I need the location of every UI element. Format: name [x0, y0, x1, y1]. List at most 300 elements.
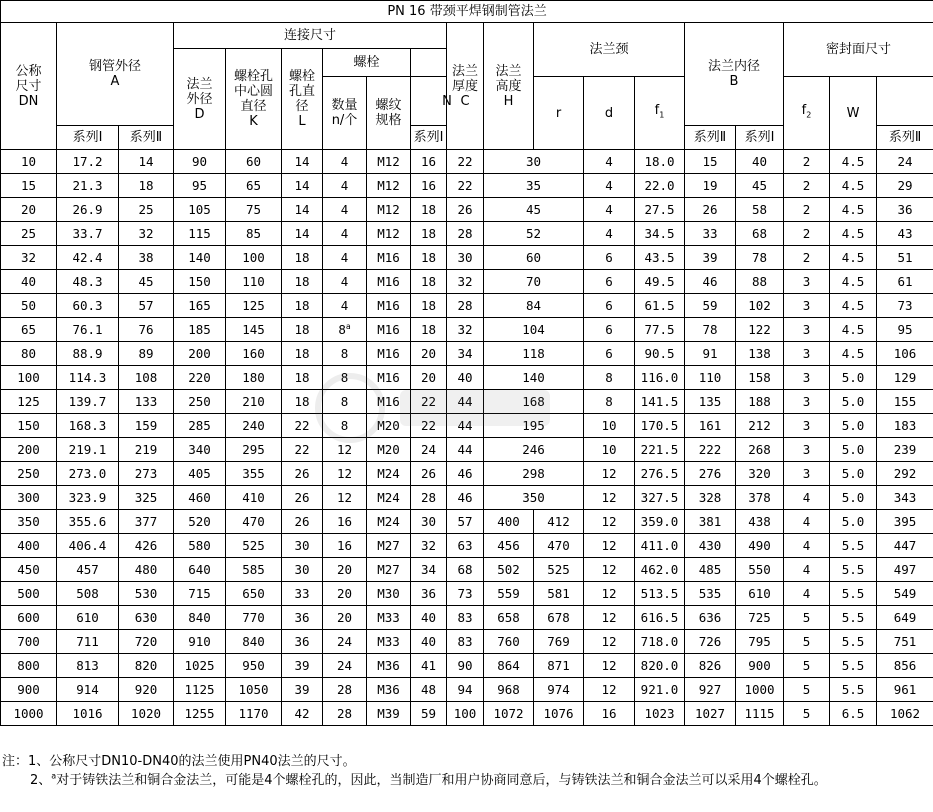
seal-f2-cell: 5.5 — [830, 534, 877, 558]
table-row — [1, 678, 933, 702]
bolt-thread-cell: M16 — [367, 270, 411, 294]
height-cell: 40 — [447, 366, 484, 390]
bolt-thread-cell: M20 — [367, 414, 411, 438]
dn-cell: 1000 — [1, 702, 57, 726]
flange-od-cell: 185 — [174, 318, 226, 342]
neck-n-series1-cell: 658 — [484, 606, 534, 630]
bolt-circle-cell: 180 — [226, 366, 282, 390]
height-cell: 94 — [447, 678, 484, 702]
bolt-qty-cell: 28 — [323, 678, 367, 702]
table-row — [1, 150, 933, 174]
seal-f1-cell: 5 — [784, 606, 830, 630]
neck-r-cell: 6 — [584, 270, 635, 294]
pipe-od-series1-cell: 355.6 — [57, 510, 119, 534]
inner-series1-cell: 77.5 — [635, 318, 685, 342]
flange-od-cell: 90 — [174, 150, 226, 174]
notes — [2, 752, 931, 790]
thickness-cell: 18 — [411, 222, 447, 246]
bolt-thread-cell: M36 — [367, 678, 411, 702]
table-row — [1, 438, 933, 462]
thickness-cell: 20 — [411, 366, 447, 390]
bolt-qty-cell: 12 — [323, 462, 367, 486]
dn-cell: 900 — [1, 678, 57, 702]
thickness-cell: 48 — [411, 678, 447, 702]
neck-n-series2-cell: 525 — [534, 558, 584, 582]
height-cell: 30 — [447, 246, 484, 270]
bolt-thread-cell: M36 — [367, 654, 411, 678]
inner-series1-cell: 411.0 — [635, 534, 685, 558]
inner-series2-cell: 110 — [685, 366, 736, 390]
inner-series1-cell: 513.5 — [635, 582, 685, 606]
pipe-od-series2-cell: 720 — [119, 630, 174, 654]
thickness-cell: 32 — [411, 534, 447, 558]
bolt-qty-cell: 8 — [323, 342, 367, 366]
bolt-circle-cell: 770 — [226, 606, 282, 630]
bolt-qty-cell: 20 — [323, 606, 367, 630]
header-pipe-series2: 系列Ⅱ — [119, 126, 174, 150]
seal-d-cell: 212 — [736, 414, 784, 438]
table-row — [1, 510, 933, 534]
inner-series2-cell: 161 — [685, 414, 736, 438]
dn-cell: 65 — [1, 318, 57, 342]
flange-od-cell: 1255 — [174, 702, 226, 726]
seal-f1-cell: 2 — [784, 246, 830, 270]
seal-w-cell: 155 — [877, 390, 933, 414]
seal-f1-cell: 4 — [784, 534, 830, 558]
height-cell: 34 — [447, 342, 484, 366]
seal-w-cell: 751 — [877, 630, 933, 654]
bolt-circle-cell: 210 — [226, 390, 282, 414]
bolt-thread-cell: M16 — [367, 318, 411, 342]
dn-cell: 10 — [1, 150, 57, 174]
thickness-cell: 36 — [411, 582, 447, 606]
bolt-qty-cell: 4 — [323, 174, 367, 198]
inner-series1-cell: 34.5 — [635, 222, 685, 246]
dn-cell: 25 — [1, 222, 57, 246]
table-row — [1, 414, 933, 438]
neck-n-cell: 298 — [484, 462, 584, 486]
seal-d-cell: 490 — [736, 534, 784, 558]
header-bolt-circle: 螺栓孔 中心圆 直径 K — [226, 49, 282, 150]
neck-r-cell: 6 — [584, 294, 635, 318]
pipe-od-series1-cell: 457 — [57, 558, 119, 582]
seal-f1-cell: 2 — [784, 198, 830, 222]
dn-cell: 15 — [1, 174, 57, 198]
pipe-od-series2-cell: 325 — [119, 486, 174, 510]
pipe-od-series2-cell: 89 — [119, 342, 174, 366]
seal-d-cell: 58 — [736, 198, 784, 222]
inner-series1-cell: 921.0 — [635, 678, 685, 702]
neck-r-cell: 10 — [584, 438, 635, 462]
header-inner: 法兰内径 B — [685, 23, 784, 126]
header-inner-series2: 系列Ⅱ — [877, 126, 933, 150]
seal-w-cell: 24 — [877, 150, 933, 174]
seal-w-cell: 73 — [877, 294, 933, 318]
height-cell: 68 — [447, 558, 484, 582]
inner-series1-cell: 327.5 — [635, 486, 685, 510]
pipe-od-series2-cell: 159 — [119, 414, 174, 438]
seal-f1-cell: 3 — [784, 342, 830, 366]
flange-od-cell: 1025 — [174, 654, 226, 678]
bolt-hole-cell: 26 — [282, 462, 323, 486]
bolt-thread-cell: M24 — [367, 486, 411, 510]
flange-od-cell: 95 — [174, 174, 226, 198]
pipe-od-series1-cell: 76.1 — [57, 318, 119, 342]
bolt-qty-cell: 24 — [323, 630, 367, 654]
seal-d-cell: 138 — [736, 342, 784, 366]
table-row — [1, 630, 933, 654]
table-row — [1, 462, 933, 486]
seal-f2-cell: 4.5 — [830, 222, 877, 246]
pipe-od-series1-cell: 219.1 — [57, 438, 119, 462]
height-cell: 44 — [447, 390, 484, 414]
seal-d-cell: 68 — [736, 222, 784, 246]
table-row — [1, 534, 933, 558]
seal-d-cell: 795 — [736, 630, 784, 654]
pipe-od-series1-cell: 273.0 — [57, 462, 119, 486]
seal-w-cell: 129 — [877, 366, 933, 390]
pipe-od-series1-cell: 323.9 — [57, 486, 119, 510]
inner-series1-cell: 170.5 — [635, 414, 685, 438]
height-cell: 63 — [447, 534, 484, 558]
seal-f1-cell: 3 — [784, 414, 830, 438]
bolt-circle-cell: 525 — [226, 534, 282, 558]
neck-r-cell: 4 — [584, 150, 635, 174]
height-cell: 46 — [447, 486, 484, 510]
seal-w-cell: 961 — [877, 678, 933, 702]
neck-r-cell: 12 — [584, 462, 635, 486]
bolt-qty-cell: 16 — [323, 534, 367, 558]
thickness-cell: 34 — [411, 558, 447, 582]
flange-od-cell: 140 — [174, 246, 226, 270]
neck-n-series2-cell: 678 — [534, 606, 584, 630]
neck-r-cell: 12 — [584, 486, 635, 510]
dn-cell: 80 — [1, 342, 57, 366]
inner-series2-cell: 78 — [685, 318, 736, 342]
height-cell: 32 — [447, 270, 484, 294]
neck-n-cell: 246 — [484, 438, 584, 462]
seal-w-cell: 447 — [877, 534, 933, 558]
bolt-circle-cell: 950 — [226, 654, 282, 678]
bolt-thread-cell: M16 — [367, 342, 411, 366]
bolt-circle-cell: 585 — [226, 558, 282, 582]
height-cell: 46 — [447, 462, 484, 486]
table-row — [1, 486, 933, 510]
pipe-od-series1-cell: 406.4 — [57, 534, 119, 558]
thickness-cell: 18 — [411, 246, 447, 270]
pipe-od-series2-cell: 76 — [119, 318, 174, 342]
seal-f2-cell: 5.0 — [830, 366, 877, 390]
neck-n-series2-cell: 581 — [534, 582, 584, 606]
table-row — [1, 582, 933, 606]
height-cell: 44 — [447, 438, 484, 462]
seal-f1-cell: 2 — [784, 174, 830, 198]
neck-r-cell: 12 — [584, 654, 635, 678]
bolt-circle-cell: 100 — [226, 246, 282, 270]
header-bolt-thread: 螺纹 规格 — [367, 77, 411, 150]
pipe-od-series1-cell: 711 — [57, 630, 119, 654]
header-neck: 法兰颈 — [534, 23, 685, 77]
bolt-qty-cell: 28 — [323, 702, 367, 726]
seal-w-cell: 549 — [877, 582, 933, 606]
inner-series1-cell: 718.0 — [635, 630, 685, 654]
neck-r-cell: 16 — [584, 702, 635, 726]
table-row — [1, 654, 933, 678]
pipe-od-series2-cell: 219 — [119, 438, 174, 462]
inner-series1-cell: 22.0 — [635, 174, 685, 198]
seal-f2-cell: 4.5 — [830, 246, 877, 270]
pipe-od-series1-cell: 33.7 — [57, 222, 119, 246]
bolt-hole-cell: 39 — [282, 654, 323, 678]
neck-n-cell: 70 — [484, 270, 584, 294]
inner-series1-cell: 27.5 — [635, 198, 685, 222]
seal-w-cell: 61 — [877, 270, 933, 294]
inner-series1-cell: 90.5 — [635, 342, 685, 366]
inner-series1-cell: 221.5 — [635, 438, 685, 462]
seal-f2-cell: 5.5 — [830, 678, 877, 702]
pipe-od-series1-cell: 914 — [57, 678, 119, 702]
pipe-od-series1-cell: 21.3 — [57, 174, 119, 198]
height-cell: 44 — [447, 414, 484, 438]
flange-od-cell: 640 — [174, 558, 226, 582]
neck-n-cell: 35 — [484, 174, 584, 198]
dn-cell: 700 — [1, 630, 57, 654]
inner-series1-cell: 61.5 — [635, 294, 685, 318]
header-seal-w: W — [830, 77, 877, 150]
bolt-qty-cell: 4 — [323, 150, 367, 174]
flange-od-cell: 285 — [174, 414, 226, 438]
table-row — [1, 294, 933, 318]
neck-r-cell: 8 — [584, 366, 635, 390]
bolt-thread-cell: M33 — [367, 606, 411, 630]
seal-f1-cell: 4 — [784, 486, 830, 510]
dn-cell: 800 — [1, 654, 57, 678]
inner-series2-cell: 39 — [685, 246, 736, 270]
bolt-thread-cell: M27 — [367, 558, 411, 582]
seal-f2-cell: 5.5 — [830, 582, 877, 606]
bolt-thread-cell: M24 — [367, 462, 411, 486]
bolt-circle-cell: 355 — [226, 462, 282, 486]
inner-series2-cell: 15 — [685, 150, 736, 174]
bolt-thread-cell: M12 — [367, 198, 411, 222]
bolt-qty-cell: 4 — [323, 270, 367, 294]
bolt-hole-cell: 26 — [282, 486, 323, 510]
neck-r-cell: 8 — [584, 390, 635, 414]
note-2: 2、$^a$对于铸铁法兰和铜合金法兰，可能是4个螺栓孔的，因此，当制造厂和用户协商同意后，与铸铁法兰和铜合金法兰可以采用4个螺栓孔。 — [30, 771, 827, 788]
neck-r-cell: 12 — [584, 582, 635, 606]
pipe-od-series2-cell: 38 — [119, 246, 174, 270]
inner-series2-cell: 927 — [685, 678, 736, 702]
seal-d-cell: 550 — [736, 558, 784, 582]
seal-w-cell: 239 — [877, 438, 933, 462]
neck-n-cell: 350 — [484, 486, 584, 510]
neck-r-cell: 4 — [584, 222, 635, 246]
pipe-od-series1-cell: 610 — [57, 606, 119, 630]
table-row — [1, 342, 933, 366]
table-row — [1, 390, 933, 414]
seal-w-cell: 43 — [877, 222, 933, 246]
neck-n-cell: 84 — [484, 294, 584, 318]
neck-r-cell: 12 — [584, 606, 635, 630]
seal-w-cell: 183 — [877, 414, 933, 438]
height-cell: 28 — [447, 222, 484, 246]
bolt-thread-cell: M30 — [367, 582, 411, 606]
neck-r-cell: 12 — [584, 558, 635, 582]
seal-f2-cell: 5.5 — [830, 558, 877, 582]
pipe-od-series2-cell: 133 — [119, 390, 174, 414]
pipe-od-series1-cell: 88.9 — [57, 342, 119, 366]
pipe-od-series2-cell: 530 — [119, 582, 174, 606]
height-cell: 83 — [447, 606, 484, 630]
neck-n-series1-cell: 864 — [484, 654, 534, 678]
dn-cell: 350 — [1, 510, 57, 534]
height-cell: 28 — [447, 294, 484, 318]
bolt-hole-cell: 18 — [282, 366, 323, 390]
bolt-hole-cell: 22 — [282, 438, 323, 462]
bolt-thread-cell: M20 — [367, 438, 411, 462]
pipe-od-series2-cell: 32 — [119, 222, 174, 246]
inner-series2-cell: 222 — [685, 438, 736, 462]
dn-cell: 250 — [1, 462, 57, 486]
height-cell: 57 — [447, 510, 484, 534]
seal-f2-cell: 6.5 — [830, 702, 877, 726]
seal-f1-cell: 3 — [784, 366, 830, 390]
pipe-od-series1-cell: 48.3 — [57, 270, 119, 294]
height-cell: 90 — [447, 654, 484, 678]
inner-series1-cell: 820.0 — [635, 654, 685, 678]
bolt-qty-cell: 24 — [323, 654, 367, 678]
bolt-circle-cell: 75 — [226, 198, 282, 222]
inner-series1-cell: 18.0 — [635, 150, 685, 174]
neck-n-cell: 140 — [484, 366, 584, 390]
bolt-hole-cell: 18 — [282, 318, 323, 342]
pipe-od-series2-cell: 480 — [119, 558, 174, 582]
bolt-circle-cell: 650 — [226, 582, 282, 606]
bolt-hole-cell: 18 — [282, 342, 323, 366]
seal-f2-cell: 4.5 — [830, 174, 877, 198]
seal-f1-cell: 5 — [784, 702, 830, 726]
pipe-od-series2-cell: 820 — [119, 654, 174, 678]
bolt-hole-cell: 42 — [282, 702, 323, 726]
neck-r-cell: 4 — [584, 198, 635, 222]
neck-n-cell: 104 — [484, 318, 584, 342]
seal-w-cell: 292 — [877, 462, 933, 486]
neck-n-cell: 60 — [484, 246, 584, 270]
seal-d-cell: 102 — [736, 294, 784, 318]
pipe-od-series1-cell: 26.9 — [57, 198, 119, 222]
bolt-thread-cell: M16 — [367, 366, 411, 390]
thickness-cell: 41 — [411, 654, 447, 678]
height-cell: 100 — [447, 702, 484, 726]
bolt-circle-cell: 65 — [226, 174, 282, 198]
bolt-hole-cell: 14 — [282, 174, 323, 198]
thickness-cell: 22 — [411, 390, 447, 414]
thickness-cell: 30 — [411, 510, 447, 534]
neck-r-cell: 12 — [584, 510, 635, 534]
bolt-qty-cell: 4 — [323, 198, 367, 222]
bolt-thread-cell: M12 — [367, 174, 411, 198]
thickness-cell: 20 — [411, 342, 447, 366]
inner-series1-cell: 616.5 — [635, 606, 685, 630]
seal-f1-cell: 2 — [784, 222, 830, 246]
header-bolt-qty: 数量 n/个 — [323, 77, 367, 150]
neck-n-series1-cell: 456 — [484, 534, 534, 558]
height-cell: 22 — [447, 174, 484, 198]
pipe-od-series2-cell: 18 — [119, 174, 174, 198]
bolt-hole-cell: 22 — [282, 414, 323, 438]
pipe-od-series2-cell: 108 — [119, 366, 174, 390]
inner-series2-cell: 59 — [685, 294, 736, 318]
seal-d-cell: 268 — [736, 438, 784, 462]
pipe-od-series1-cell: 508 — [57, 582, 119, 606]
pipe-od-series1-cell: 42.4 — [57, 246, 119, 270]
inner-series2-cell: 381 — [685, 510, 736, 534]
bolt-thread-cell: M39 — [367, 702, 411, 726]
seal-d-cell: 188 — [736, 390, 784, 414]
seal-f1-cell: 3 — [784, 294, 830, 318]
dn-cell: 32 — [1, 246, 57, 270]
flange-od-cell: 200 — [174, 342, 226, 366]
seal-f1-cell: 5 — [784, 630, 830, 654]
bolt-hole-cell: 36 — [282, 630, 323, 654]
neck-n-series2-cell: 470 — [534, 534, 584, 558]
flange-od-cell: 520 — [174, 510, 226, 534]
table-row — [1, 318, 933, 342]
header-seal-f2: $f_2$ — [784, 77, 830, 150]
thickness-cell: 24 — [411, 438, 447, 462]
dn-cell: 400 — [1, 534, 57, 558]
flange-od-cell: 1125 — [174, 678, 226, 702]
seal-f2-cell: 4.5 — [830, 342, 877, 366]
inner-series2-cell: 91 — [685, 342, 736, 366]
table-row — [1, 222, 933, 246]
neck-n-series2-cell: 769 — [534, 630, 584, 654]
neck-r-cell: 12 — [584, 534, 635, 558]
bolt-hole-cell: 36 — [282, 606, 323, 630]
pipe-od-series1-cell: 168.3 — [57, 414, 119, 438]
inner-series1-cell: 359.0 — [635, 510, 685, 534]
table-row — [1, 246, 933, 270]
bolt-thread-cell: M12 — [367, 222, 411, 246]
bolt-circle-cell: 60 — [226, 150, 282, 174]
seal-d-cell: 725 — [736, 606, 784, 630]
seal-d-cell: 1115 — [736, 702, 784, 726]
flange-od-cell: 165 — [174, 294, 226, 318]
inner-series2-cell: 1027 — [685, 702, 736, 726]
flange-od-cell: 405 — [174, 462, 226, 486]
seal-d-cell: 438 — [736, 510, 784, 534]
bolt-hole-cell: 14 — [282, 198, 323, 222]
inner-series2-cell: 485 — [685, 558, 736, 582]
neck-r-cell: 6 — [584, 318, 635, 342]
inner-series2-cell: 33 — [685, 222, 736, 246]
bolt-hole-cell: 18 — [282, 270, 323, 294]
flange-od-cell: 150 — [174, 270, 226, 294]
pipe-od-series1-cell: 1016 — [57, 702, 119, 726]
bolt-hole-cell: 18 — [282, 246, 323, 270]
bolt-thread-cell: M16 — [367, 390, 411, 414]
neck-r-cell: 6 — [584, 342, 635, 366]
header-neck-series2: 系列Ⅱ — [685, 126, 736, 150]
seal-f2-cell: 4.5 — [830, 270, 877, 294]
dn-cell: 40 — [1, 270, 57, 294]
pipe-od-series1-cell: 813 — [57, 654, 119, 678]
dn-cell: 20 — [1, 198, 57, 222]
seal-f1-cell: 4 — [784, 510, 830, 534]
seal-f1-cell: 5 — [784, 678, 830, 702]
dn-cell: 50 — [1, 294, 57, 318]
flange-od-cell: 340 — [174, 438, 226, 462]
